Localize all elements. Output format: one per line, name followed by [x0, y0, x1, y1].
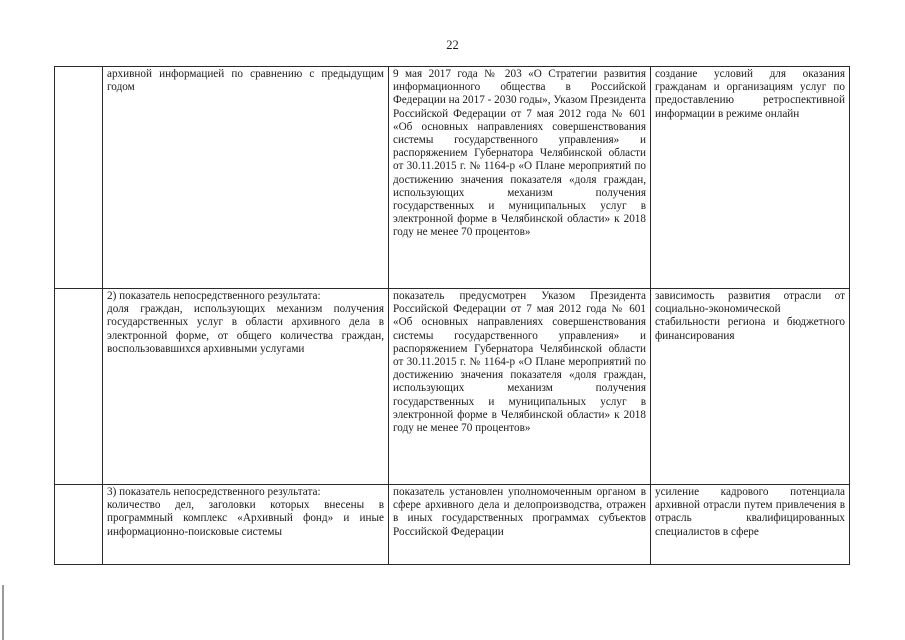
basis-cell: показатель установлен уполномоченным органом в сфере архивного дела и делопроизводства, отражен в иных государственных программах субъектов Российской Федерации — [389, 485, 651, 565]
table-row — [55, 289, 850, 485]
factors-cell: усиление кадрового потенциала архивной отрасли путем привлечения в отрасль квалифицированных специалистов в сфере — [651, 485, 850, 565]
factors-cell: зависимость развития отрасли от социально-экономической стабильности региона и бюджетного финансирования — [651, 289, 850, 485]
row-number-cell — [55, 289, 103, 485]
indicator-cell: 2) показатель непосредственного результата: доля граждан, использующих механизм получения государственных услуг в области архивного дела в электронной форме, от общего количества граждан, воспользовавшихся архивными услугами — [103, 289, 389, 485]
row-number-cell — [55, 485, 103, 565]
indicator-cell: архивной информацией по сравнению с предыдущим годом — [103, 67, 389, 289]
factors-cell: создание условий для оказания гражданам и организациям услуг по предоставлению ретроспективной информации в режиме онлайн — [651, 67, 850, 289]
row-number-cell — [55, 67, 103, 289]
table-row — [55, 485, 850, 565]
table-row — [55, 67, 850, 289]
basis-cell: 9 мая 2017 года № 203 «О Стратегии развития информационного общества в Российской Федерации на 2017 - 2030 годы», Указом Президента Российской Федерации от 7 мая 2012 года № 601 «Об основных направлениях совершенствования системы государственного управления» и распоряжением Губернатора Челябинской области от 30.11.2015 г. № 1164-р «О Плане мероприятий по достижению значения показателя «доля граждан, использующих механизм получения государственных и муниципальных услуг в электронной форме в Челябинской области» к 2018 году не менее 70 процентов» — [389, 67, 651, 289]
basis-cell: показатель предусмотрен Указом Президента Российской Федерации от 7 мая 2012 года № 601 «Об основных направлениях совершенствования системы государственного управления» и распоряжением Губернатора Челябинской области от 30.11.2015 г. № 1164-р «О Плане мероприятий по достижению значения показателя «доля граждан, использующих механизм получения государственных и муниципальных услуг в электронной форме в Челябинской области» к 2018 году не менее 70 процентов» — [389, 289, 651, 485]
indicator-cell: 3) показатель непосредственного результата: количество дел, заголовки которых внесены в программный комплекс «Архивный фонд» и иные информационно-поисковые системы — [103, 485, 389, 565]
scan-edge-mark — [2, 585, 4, 640]
indicators-table — [54, 66, 850, 565]
page-number: 22 — [446, 38, 459, 52]
